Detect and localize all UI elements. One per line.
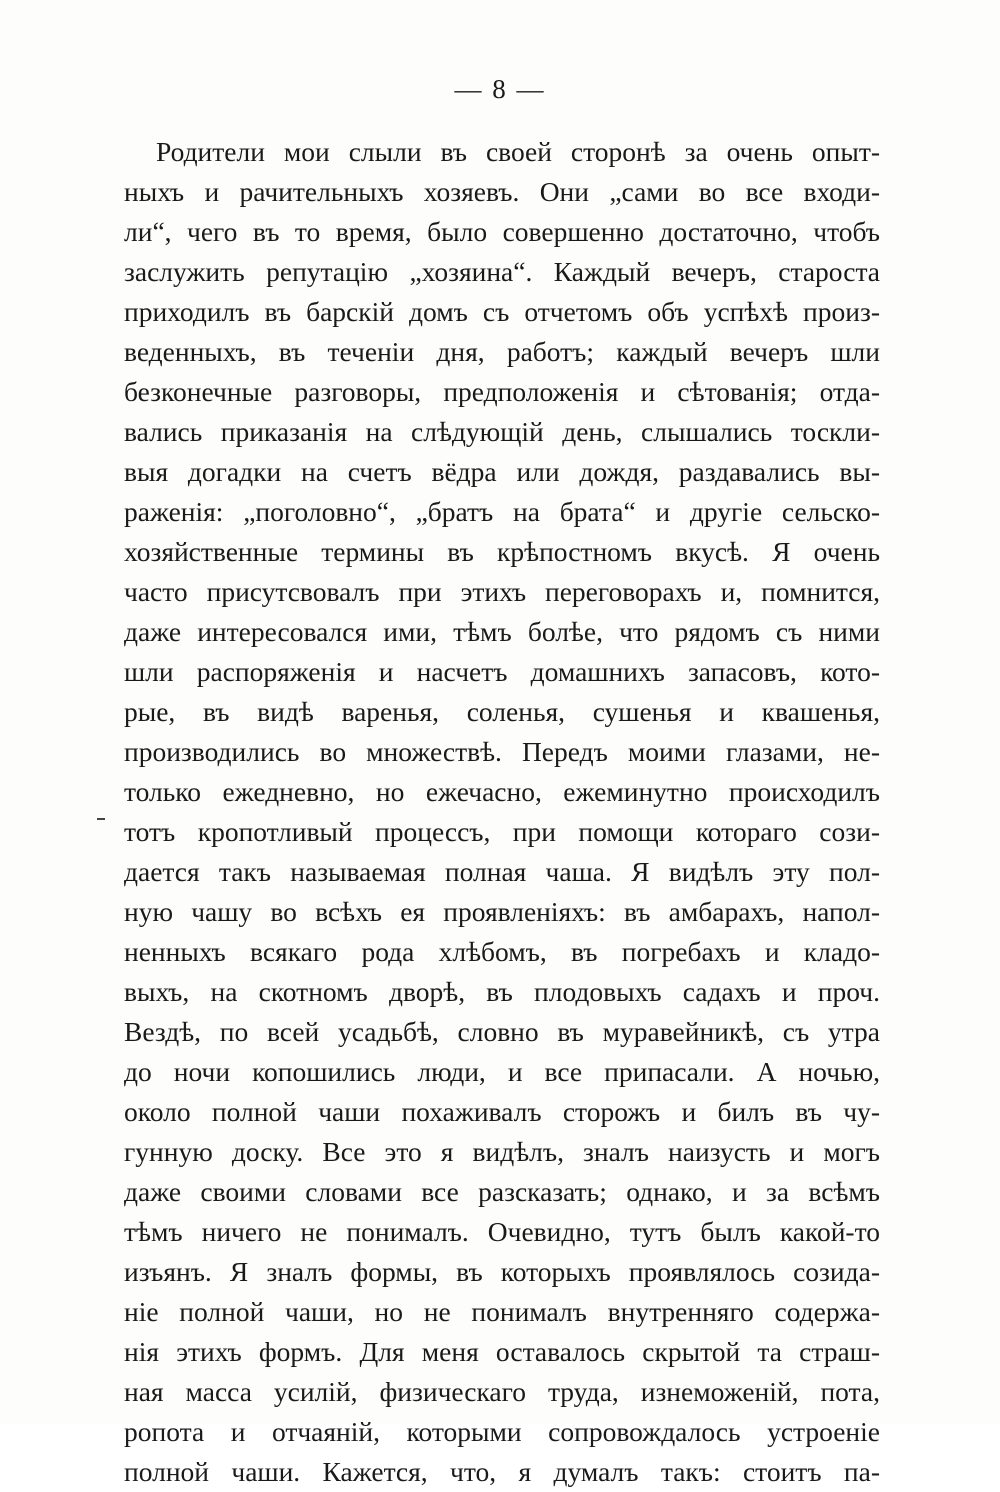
text-line: безконечные разговоры, предположенія и сѣтованія; отда- [124,376,880,407]
text-line: тотъ кропотливый процессъ, при помощи котораго сози- [124,816,880,847]
text-line: дается такъ называемая полная чаша. Я видѣлъ эту пол- [124,856,880,887]
text-line: рые, въ видѣ варенья, соленья, сушенья и квашенья, [124,696,880,727]
text-line: тѣмъ ничего не понималъ. Очевидно, тутъ былъ какой-то [124,1216,880,1247]
text-line: гунную доску. Все это я видѣлъ, зналъ наизусть и могъ [124,1136,880,1167]
text-line: ная масса усилій, физическаго труда, изнеможеній, пота, [124,1376,880,1407]
text-line: приходилъ въ барскій домъ съ отчетомъ объ успѣхѣ произ- [124,296,880,327]
text-line: ропота и отчаяній, которыми сопровождалось устроеніе [124,1416,880,1447]
text-line: ли“, чего въ то время, было совершенно достаточно, чтобъ [124,216,880,247]
text-line: ненныхъ всякаго рода хлѣбомъ, въ погребахъ и кладо- [124,936,880,967]
text-line: выхъ, на скотномъ дворѣ, въ плодовыхъ садахъ и проч. [124,976,880,1007]
text-line: около полной чаши похаживалъ сторожъ и билъ въ чу- [124,1096,880,1127]
text-line: Родители мои слыли въ своей сторонѣ за очень опыт- [156,136,880,167]
text-line: веденныхъ, въ теченіи дня, работъ; каждый вечеръ шли [124,336,880,367]
text-line: нія этихъ формъ. Для меня оставалось скрытой та страш- [124,1336,880,1367]
text-line: ніе полной чаши, но не понималъ внутренняго содержа- [124,1296,880,1327]
text-line: до ночи копошились люди, и все припасали. А ночью, [124,1056,880,1087]
text-line: Вездѣ, по всей усадьбѣ, словно въ муравейникѣ, съ утра [124,1016,880,1047]
text-line: часто присутсвовалъ при этихъ переговорахъ и, помнится, [124,576,880,607]
text-line: полной чаши. Кажется, что, я думалъ такъ: стоитъ па- [124,1456,880,1487]
text-line: только ежедневно, но ежечасно, ежеминутно происходилъ [124,776,880,807]
text-line: выя догадки на счетъ вёдра или дождя, раздавались вы- [124,456,880,487]
text-line: даже интересовался ими, тѣмъ болѣе, что рядомъ съ ними [124,616,880,647]
text-line: ныхъ и рачительныхъ хозяевъ. Они „сами во все входи- [124,176,880,207]
text-line: ную чашу во всѣхъ ея проявленіяхъ: въ амбарахъ, напол- [124,896,880,927]
page-number: — 8 — [454,74,546,104]
margin-mark [97,818,105,820]
text-line: раженія: „поголовно“, „братъ на брата“ и другіе сельско- [124,496,880,527]
text-line: шли распоряженія и насчетъ домашнихъ запасовъ, кото- [124,656,880,687]
body-text [124,132,880,1492]
text-line: производились во множествѣ. Передъ моими глазами, не- [124,736,880,767]
text-line: даже своими словами все разсказать; однако, и за всѣмъ [124,1176,880,1207]
text-line: хозяйственные термины въ крѣпостномъ вкусѣ. Я очень [124,536,880,567]
text-line: заслужить репутацію „хозяина“. Каждый вечеръ, староста [124,256,880,287]
text-line: изъянъ. Я зналъ формы, въ которыхъ проявлялось созида- [124,1256,880,1287]
text-line: вались приказанія на слѣдующій день, слышались тоскли- [124,416,880,447]
